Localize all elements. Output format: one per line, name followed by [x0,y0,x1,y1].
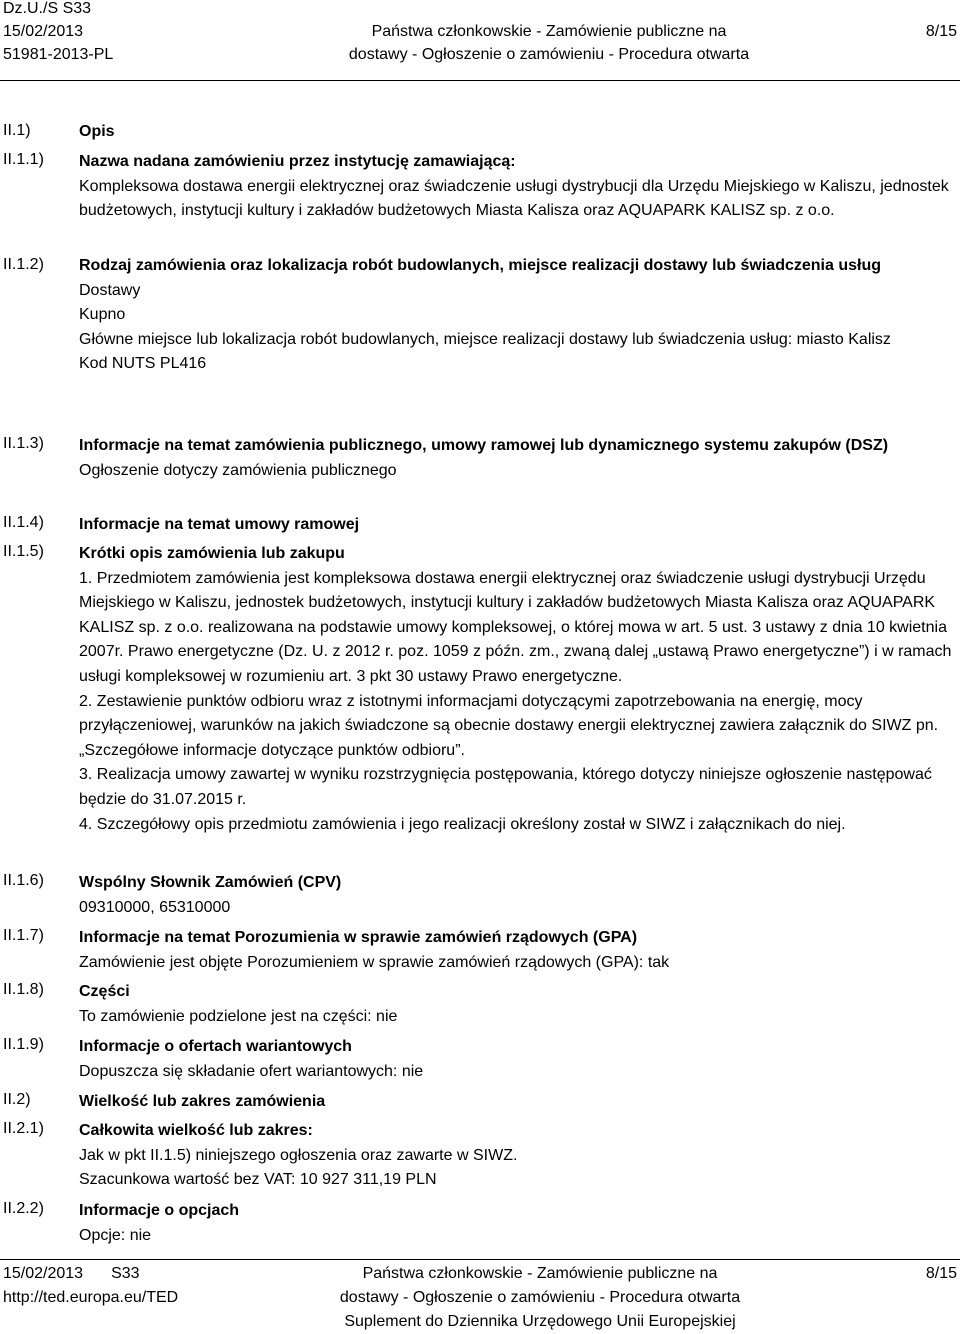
section-ii22 [79,1199,954,1248]
section-heading: Wielkość lub zakres zamówienia [79,1093,326,1110]
nuts-code: Kod NUTS PL416 [79,355,207,373]
label-ii18: II.1.8) [3,981,44,998]
label-ii12: II.1.2) [3,256,44,273]
header-page-number: 8/15 [925,23,957,40]
header-divider [0,80,960,81]
header-date: 15/02/2013 [3,23,84,40]
label-ii2: II.2) [3,1091,31,1108]
description-point-4: 4. Szczegółowy opis przedmiotu zamówienia i jego realizacji określony został w SIWZ i załącznikach do niej. [79,815,846,833]
label-ii11: II.1.1) [3,151,44,168]
section-text: Ogłoszenie dotyczy zamówienia publicznego [79,461,397,479]
estimated-value: Szacunkowa wartość bez VAT: 10 927 311,19 PLN [79,1171,437,1189]
description-point-2: 2. Zestawienie punktów odbioru wraz z istotnymi informacjami dotyczącymi zapotrzebowania na energię, mocy przyłączeniowej, warunków na jakich świadczone są obecnie dostawy energii elektrycznej zawiera załącznik do SIWZ pn. „Szczegółowe informacje dotyczące punktów odbioru”. [79,692,939,759]
section-text: To zamówienie podzielone jest na części: nie [79,1007,398,1025]
section-text: Opcje: nie [79,1226,152,1244]
label-ii17: II.1.7) [3,927,44,944]
footer-left [3,1262,178,1310]
section-ii18 [79,980,954,1029]
label-ii22: II.2.2) [3,1200,44,1217]
footer-url: http://ted.europa.eu/TED [3,1289,179,1306]
section-ii12 [79,254,954,377]
footer-divider [0,1259,960,1260]
section-opis [79,120,954,145]
header-title: Państwa członkowskie - Zamówienie publiczne na dostawy - Ogłoszenie o zamówieniu - Procedura otwarta [348,23,750,63]
contract-subtype: Kupno [79,306,126,324]
label-ii14: II.1.4) [3,514,44,531]
footer-date: 15/02/2013 [3,1265,84,1282]
section-heading: Opis [79,123,115,140]
section-heading: Części [79,983,130,1000]
section-heading: Krótki opis zamówienia lub zakupu [79,545,345,562]
section-ii2 [79,1090,954,1115]
section-heading: Informacje na temat umowy ramowej [79,516,360,533]
section-heading: Informacje na temat zamówienia publicznego, umowy ramowej lub dynamicznego systemu zakupów (DSZ) [79,437,889,454]
section-heading: Informacje o opcjach [79,1202,240,1219]
section-ii17 [79,926,954,975]
location-text: Główne miejsce lub lokalizacja robót budowlanych, miejsce realizacji dostawy lub świadczenia usług: miasto Kalisz [79,330,891,348]
section-heading: Rodzaj zamówienia oraz lokalizacja robót budowlanych, miejsce realizacji dostawy lub świadczenia usług [79,257,881,274]
section-heading: Informacje o ofertach wariantowych [79,1038,352,1055]
section-text: Kompleksowa dostawa energii elektrycznej oraz świadczenie usługi dystrybucji dla Urzędu Miejskiego w Kaliszu, jednostek budżetowych, instytucji kultury i zakładów budżetowych Miasta Kalisza oraz AQUAPARK KALISZ sp. z o.o. [79,177,949,220]
section-ii19 [79,1035,954,1084]
label-ii16: II.1.6) [3,872,44,889]
label-ii1: II.1) [3,122,31,139]
section-text: Jak w pkt II.1.5) niniejszego ogłoszenia oraz zawarte w SIWZ. [79,1146,518,1164]
footer-title: Państwa członkowskie - Zamówienie publiczne na dostawy - Ogłoszenie o zamówieniu - Procedura otwarta Suplement do Dziennika Urzędowego Unii Europejskiej [339,1265,741,1330]
label-ii19: II.1.9) [3,1036,44,1053]
cpv-codes: 09310000, 65310000 [79,898,231,916]
footer-series: S33 [111,1265,140,1282]
description-point-1: 1. Przedmiotem zamówienia jest kompleksowa dostawa energii elektrycznej oraz świadczenie usługi dystrybucji Urzędu Miejskiego w Kaliszu, jednostek budżetowych, instytucji kultury i zakładów budżetowych Miasta Kalisza oraz AQUAPARK KALISZ sp. z o.o. realizowana na podstawie umowy kompleksowej, o której mowa w art. 5 ust. 3 ustawy z dnia 10 kwietnia 2007r. Prawo energetyczne (Dz. U. z 2012 r. poz. 1059 z późn. zm., zwaną dalej „ustawą Prawo energetyczne”) i w ramach usługi kompleksowej w rozumieniu art. 3 pkt 30 ustawy Prawo energetyczne. [79,569,952,685]
label-ii15: II.1.5) [3,543,44,560]
section-text: Dopuszcza się składanie ofert wariantowych: nie [79,1062,424,1080]
notice-id: 51981-2013-PL [3,46,114,63]
label-ii21: II.2.1) [3,1120,44,1137]
section-ii14 [79,513,954,538]
section-ii11 [79,150,954,224]
contract-type: Dostawy [79,281,141,299]
section-heading: Całkowita wielkość lub zakres: [79,1122,313,1139]
section-ii13 [79,434,954,483]
section-heading: Wspólny Słownik Zamówień (CPV) [79,874,342,891]
journal-ref: Dz.U./S S33 [3,0,92,17]
footer-page-number: 8/15 [925,1265,957,1282]
page-footer [0,1262,960,1334]
section-ii16 [79,871,954,920]
section-heading: Nazwa nadana zamówieniu przez instytucję zamawiającą: [79,153,516,170]
page-header [0,0,960,72]
section-ii21 [79,1119,954,1193]
section-heading: Informacje na temat Porozumienia w sprawie zamówień rządowych (GPA) [79,929,638,946]
section-text: Zamówienie jest objęte Porozumieniem w sprawie zamówień rządowych (GPA): tak [79,953,670,971]
description-point-3: 3. Realizacja umowy zawartej w wyniku rozstrzygnięcia postępowania, którego dotyczy niniejsze ogłoszenie następować będzie do 31.07.2015 r. [79,766,932,808]
label-ii13: II.1.3) [3,435,44,452]
header-left [3,0,113,66]
section-ii15 [79,542,954,837]
